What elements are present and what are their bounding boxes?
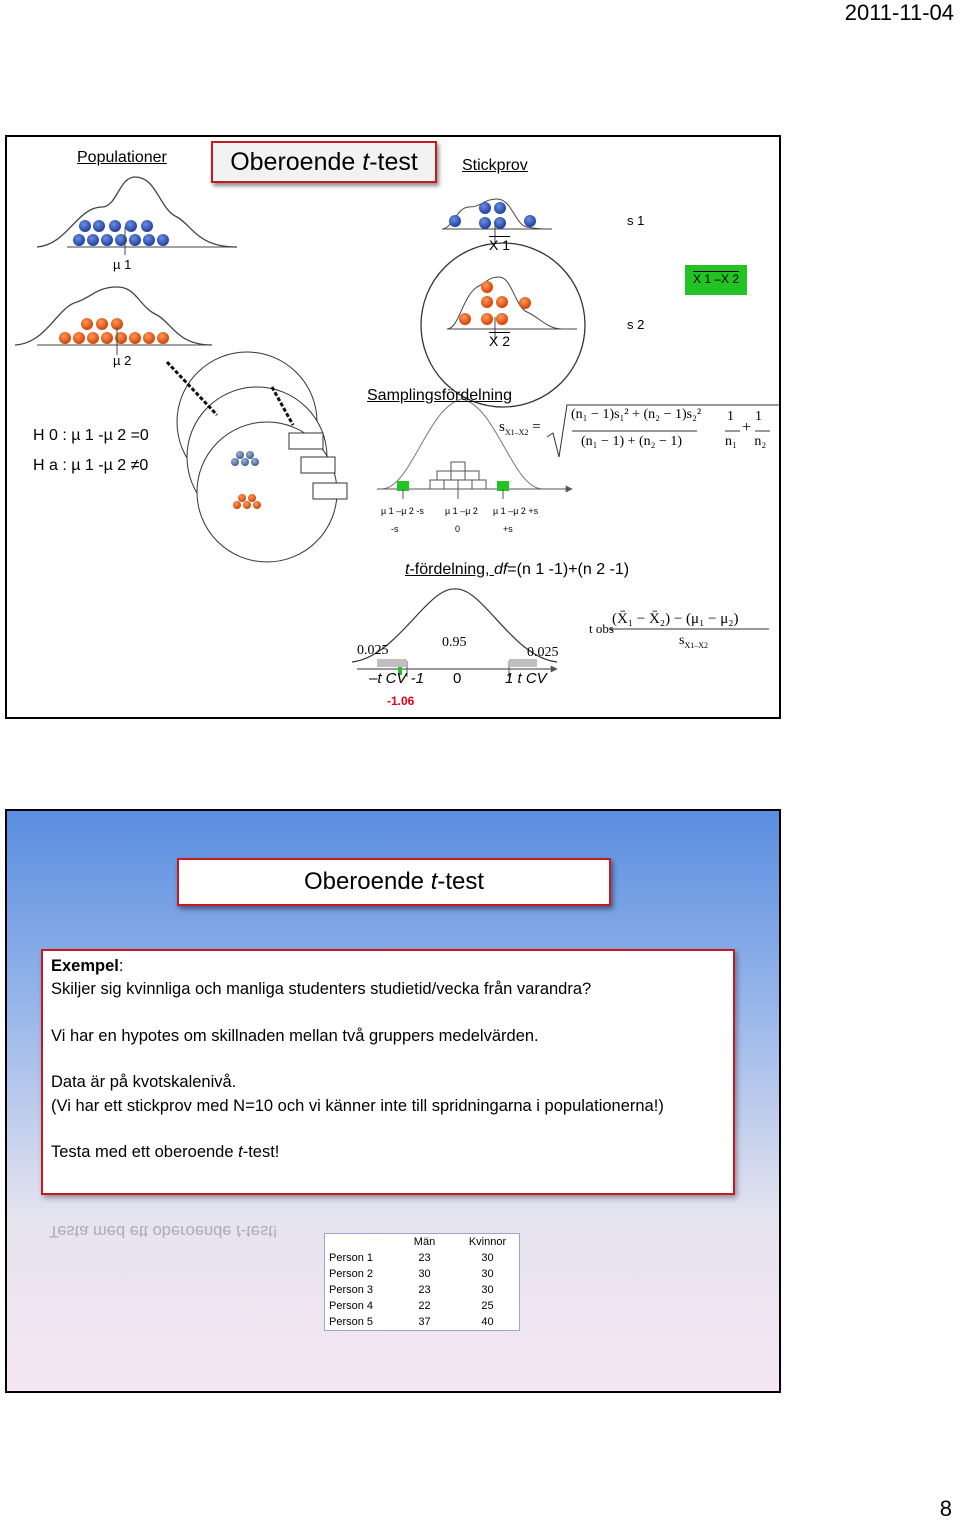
- header-kvinnor: Kvinnor: [468, 1236, 507, 1248]
- alpha-left: 0.025: [357, 643, 389, 658]
- study-time-table: [325, 1234, 519, 1330]
- example-line-5: Testa med ett oberoende t-test!: [51, 1143, 280, 1161]
- axis-right-label: µ 1 –µ 2 +s: [493, 506, 539, 516]
- slide1-title: Oberoende t-test: [211, 141, 437, 183]
- slide-2: [5, 809, 781, 1393]
- table-row: Person 1 23 30: [329, 1252, 494, 1264]
- example-line-2: Vi har en hypotes om skillnaden mellan två gruppers medelvärden.: [51, 1027, 539, 1045]
- slide-1: [5, 135, 781, 719]
- example-line-4: (Vi har ett stickprov med N=10 och vi känner inte till spridningarna i populationerna!): [51, 1097, 664, 1115]
- s-diff-reciprocal-1: 1 1: [727, 409, 762, 424]
- sampling-bricks: [430, 462, 486, 489]
- ha-hypothesis: H a : µ 1 -µ 2 ≠0: [33, 457, 149, 474]
- mu1-label: µ 1: [113, 257, 132, 272]
- reflection-decoration: Testa med ett oberoende t-test!: [49, 1222, 278, 1240]
- axis-mid-label: µ 1 –µ 2: [445, 506, 478, 516]
- tcv-left-label: –t CV -1: [369, 670, 425, 687]
- t-obs-label: t obs: [589, 621, 614, 636]
- diff-box-label: X 1 –X 2: [693, 272, 740, 286]
- axis-left-label: µ 1 –µ 2 -s: [381, 506, 424, 516]
- table-row: Person 2 30 30: [329, 1268, 494, 1280]
- tick-zero-label: 0: [453, 670, 462, 687]
- h0-hypothesis: H 0 : µ 1 -µ 2 =0: [33, 427, 149, 444]
- example-line-1: Skiljer sig kvinnliga och manliga studenters studietid/vecka från varandra?: [51, 980, 592, 998]
- t-distribution-label: t-fördelning, df=(n 1 -1)+(n 2 -1): [405, 561, 630, 578]
- s-diff-reciprocal-2: n₁ n₂: [725, 434, 767, 449]
- populationer-label: Populationer: [77, 149, 167, 166]
- example-content-box: [41, 949, 735, 1195]
- table-row: Person 5 37 40: [329, 1316, 494, 1328]
- t-obs-value: -1.06: [387, 694, 415, 708]
- t-obs-numerator: (X̄₁ − X̄₂) − (μ₁ − μ₂): [612, 611, 739, 627]
- axis-right-label-2: +s: [503, 524, 513, 534]
- table-row: Person 4 22 25: [329, 1300, 494, 1312]
- axis-left-label-2: -s: [391, 524, 399, 534]
- t-obs-denominator: $s_{X1-X2}$: [679, 633, 709, 650]
- s-diff-numerator: (n₁ − 1)s₁² + (n₂ − 1)s₂²: [571, 407, 702, 422]
- alpha-right: 0.025: [527, 645, 559, 660]
- s-diff-plus: +: [742, 419, 752, 436]
- center-probability: 0.95: [442, 635, 467, 650]
- xbar1-label: X 1: [489, 237, 511, 253]
- s1-label: s 1: [627, 213, 645, 228]
- mu2-label: µ 2: [113, 353, 132, 368]
- header-date: 2011-11-04: [844, 0, 954, 25]
- header-man: Män: [413, 1236, 436, 1248]
- population2-faces: [59, 318, 169, 344]
- table-row: Person 3 23 30: [329, 1284, 494, 1296]
- tcv-right-label: 1 t CV: [505, 670, 547, 687]
- axis-mid-label-2: 0: [455, 524, 461, 534]
- page-number: 8: [939, 1496, 952, 1521]
- stickprov-label: Stickprov: [462, 157, 528, 174]
- exempel-heading: Exempel:: [51, 957, 124, 975]
- xbar2-label: X 2: [489, 333, 511, 349]
- s-diff-formula: $s_{X1-X2}$ =: [499, 419, 541, 437]
- slide2-title: Oberoende t-test: [177, 858, 611, 906]
- s-diff-denominator: (n₁ − 1) + (n₂ − 1): [581, 434, 683, 449]
- s2-label: s 2: [627, 317, 645, 332]
- table-header-row: [325, 1234, 519, 1250]
- population1-faces: [73, 220, 169, 246]
- example-line-3: Data är på kvotskalenivå.: [51, 1073, 237, 1091]
- samplingsfordelning-label: Samplingsfördelning: [367, 387, 512, 404]
